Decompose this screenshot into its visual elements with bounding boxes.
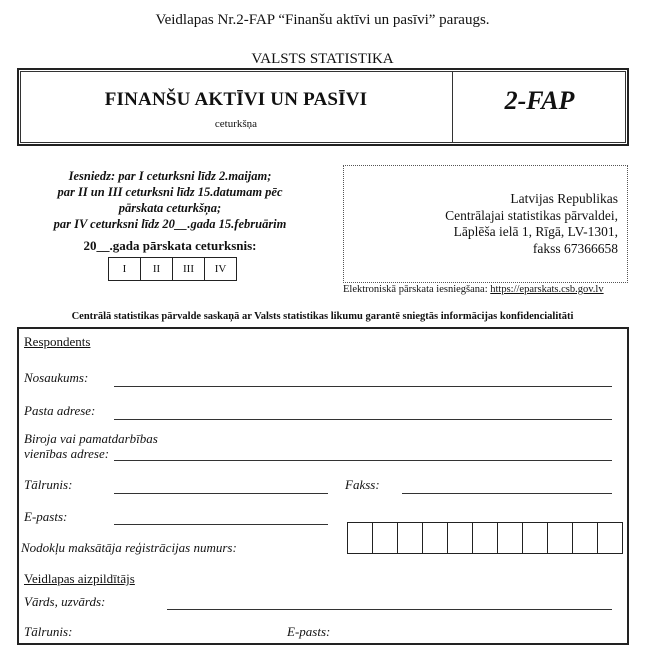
tax-id-cell[interactable]	[347, 522, 373, 554]
quarter-selector	[108, 257, 236, 281]
form-title: FINANŠU AKTĪVI UN PASĪVI	[104, 89, 368, 110]
fax-field[interactable]	[402, 493, 612, 494]
postal-address-field[interactable]	[114, 419, 612, 420]
form-subtitle: ceturkšņa	[214, 118, 258, 130]
address-line: Centrālajai statistikas pārvaldei,	[445, 207, 618, 223]
quarter-cell-1[interactable]: I	[108, 257, 141, 281]
tax-id-cell[interactable]	[447, 522, 473, 554]
period-label: 20__.gada pārskata ceturksnis:	[83, 238, 257, 253]
agency-heading: VALSTS STATISTIKA	[251, 51, 394, 67]
phone-field[interactable]	[114, 493, 328, 494]
tax-id-cell[interactable]	[597, 522, 623, 554]
filler-section-title: Veidlapas aizpildītājs	[24, 571, 135, 586]
tax-id-label: Nodokļu maksātāja reģistrācijas numurs:	[21, 540, 237, 555]
postal-address-label: Pasta adrese:	[24, 403, 96, 418]
tax-id-cell[interactable]	[422, 522, 448, 554]
e-report-info	[343, 284, 604, 295]
deadline-line: pārskata ceturkšņa;	[118, 201, 222, 215]
quarter-cell-4[interactable]: IV	[204, 257, 237, 281]
tax-id-cells	[347, 522, 622, 554]
office-address-field[interactable]	[114, 460, 612, 461]
fax-label: Fakss:	[345, 477, 380, 492]
name-field[interactable]	[114, 386, 612, 387]
office-address-label-2: vienības adrese:	[24, 446, 110, 461]
filler-name-field[interactable]	[167, 609, 612, 610]
tax-id-cell[interactable]	[397, 522, 423, 554]
address-line: Latvijas Republikas	[510, 191, 618, 206]
form-code: 2-FAP	[504, 86, 575, 115]
tax-id-cell[interactable]	[572, 522, 598, 554]
confidentiality-notice: Centrālā statistikas pārvalde saskaņā ar Valsts statistikas likumu garantē sniegtās informācijas konfidencialitāti	[71, 311, 574, 322]
tax-id-cell[interactable]	[547, 522, 573, 554]
e-report-label: Elektroniskā pārskata iesniegšana:	[343, 284, 488, 295]
email-label: E-pasts:	[24, 509, 68, 524]
respondent-box	[17, 327, 629, 645]
address-line: fakss 67366658	[532, 240, 618, 256]
deadline-line: par II un III ceturksni līdz 15.datumam pēc	[57, 185, 283, 199]
email-field[interactable]	[114, 524, 328, 525]
name-label: Nosaukums:	[24, 370, 89, 385]
e-report-link[interactable]: https://eparskats.csb.gov.lv	[490, 284, 604, 295]
address-line: Lāplēša ielā 1, Rīgā, LV-1301,	[453, 224, 618, 239]
deadline-line: Iesniedz: par I ceturksni līdz 2.maijam;	[68, 169, 272, 183]
quarter-cell-3[interactable]: III	[172, 257, 205, 281]
tax-id-cell[interactable]	[372, 522, 398, 554]
phone-label: Tālrunis:	[24, 477, 73, 492]
submission-deadlines	[10, 168, 330, 232]
recipient-address	[343, 191, 618, 257]
filler-name-label: Vārds, uzvārds:	[24, 594, 106, 609]
tax-id-cell[interactable]	[497, 522, 523, 554]
quarter-cell-2[interactable]: II	[140, 257, 173, 281]
form-caption: Veidlapas Nr.2-FAP “Finanšu aktīvi un pasīvi” paraugs.	[155, 12, 490, 28]
tax-id-cell[interactable]	[522, 522, 548, 554]
tax-id-cell[interactable]	[472, 522, 498, 554]
filler-phone-label: Tālrunis:	[24, 624, 73, 639]
office-address-label-1: Biroja vai pamatdarbības	[24, 431, 158, 446]
filler-email-label: E-pasts:	[287, 624, 331, 639]
respondent-section-title: Respondents	[24, 334, 91, 349]
deadline-line: par IV ceturksni līdz 20__.gada 15.februārim	[53, 217, 287, 231]
